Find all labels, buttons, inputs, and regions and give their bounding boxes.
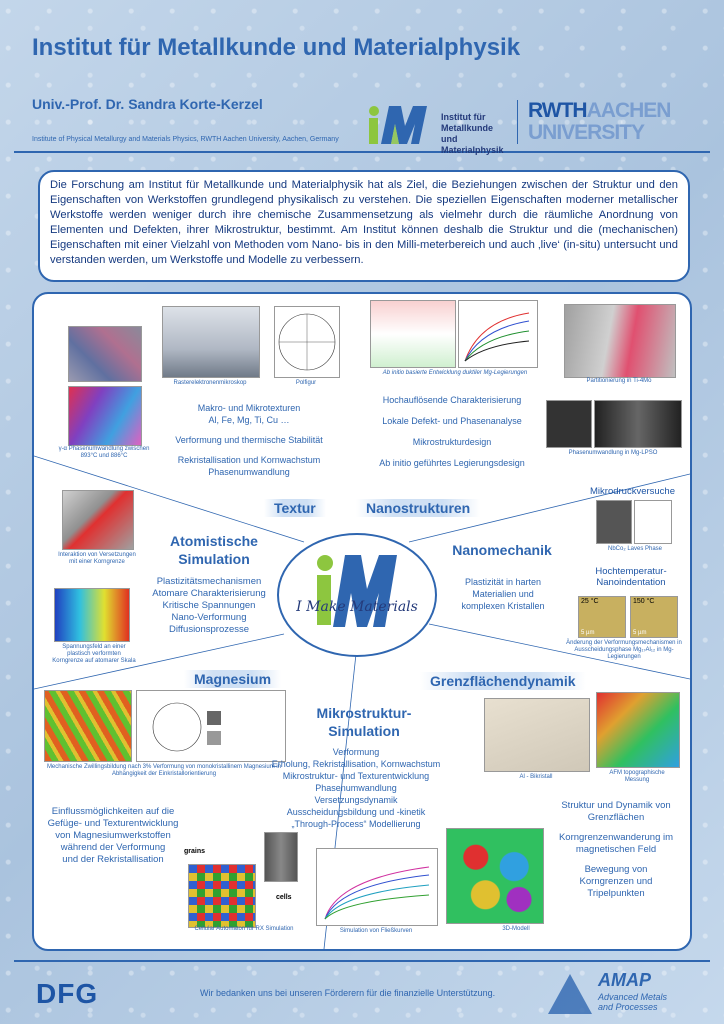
lpso-image-2 [594,400,682,448]
section-nanomechanik: Nanomechanik [452,542,552,558]
atom-text: Plastizitätsmechanismen Atomare Charakterisierung Kritische Spannungen Nano-Verformung Diffusionsprozesse [152,576,266,635]
section-magnesium: Magnesium [184,670,281,688]
dislocation-image [62,490,134,550]
nanomech-text: Plastizität in harten Materialien und komplexen Kristallen [461,577,545,611]
stress-field-image [54,588,130,642]
dislocation-caption: Interaktion von Versetzungen mit einer Korngrenze [58,552,136,565]
cellular-automaton-image [188,864,256,928]
afm-caption: AFM topographische Messung [609,770,665,783]
mg-text: Einflussmöglichkeiten auf die Gefüge- und Texturentwicklung von Magnesiumwerkstoffen während der Verformung und der Rekristallisation [47,806,179,865]
phase-transition-caption: γ-α Phasenumwandlung zwischen 893°C und 886°C [58,446,150,459]
flow-curve-caption: Simulation von Fließkurven [339,928,413,934]
bicrystal-caption: Al - Bikristall [519,774,553,780]
indent-150-image: 150 °C 5 µm [630,596,678,638]
flow-curve-chart [316,848,438,926]
grenz-text: Struktur und Dynamik von Grenzflächen Korngrenzenwanderung im magnetischen Feld Bewegung von Korngrenzen und Tripelpunkten [558,800,674,899]
twinning-image [44,690,132,762]
section-nanostrukturen: Nanostrukturen [356,499,480,517]
cells-label: cells [276,894,292,901]
section-atomistische-simulation: Atomistische Simulation [170,533,258,567]
pillar-image [596,500,632,544]
center-motto: I Make Materials [296,599,418,615]
section-grenzflaechendynamik: Grenzflächendynamik [420,672,586,690]
intro-text: Die Forschung am Institut für Metallkunde und Materialphysik hat als Ziel, die Beziehungen zwischen der Struktur und den Eigenschaften von Werkstoffen grundlegend physikalisch zu verstehen. Die speziellen Eigenschaften moderner metallischer Werkstoffe werden weniger durch ihre chemische Zusammensetzung als vielmehr durch die räumliche Anordnung von Elementen und Defekten, ihrer Mikrostruktur, bestimmt. Am Institut können deshalb die Struktur und die (mechanischen) Eigenschaften mit einer Vielzahl von Methoden vom Nano- bis in den Milli-meterbereich und auch ‚live‘ (in-situ) untersucht und verstanden werden, um Werkstoffe und Modelle zu verbessern. [38,170,690,282]
textur-text: Makro- und Mikrotexturen Al, Fe, Mg, Ti, Cu … Verformung und thermische Stabilität Rekristallisation und Kornwachstum Phasenumwandlung [175,403,323,477]
automaton-caption: Cellular Automaton für RX Simulation [194,926,294,932]
sem-caption: Rasterelektronenmikroskop [173,380,247,386]
cells-image [264,832,298,882]
center-logo [277,533,437,657]
nano-text: Hochauflösende Charakterisierung Lokale Defekt- und Phasenanalyse Mikrostrukturdesign Ab initio geführtes Legierungsdesign [379,395,525,468]
3d-model-image [446,828,544,924]
imm-logo [367,104,435,146]
institute-english: Institute of Physical Metallurgy and Materials Physics, RWTH Aachen University, Aachen, Germany [32,136,339,143]
bicrystal-image [484,698,590,772]
ebsd-map-image [68,386,142,446]
hochtemp-title: Hochtemperatur- Nanoindentation [595,566,667,588]
abinitio-chart-1 [370,300,456,368]
mikrodruck-title: Mikrodruckversuche [590,486,675,497]
mikro-text: Verformung Erholung, Rekristallisation, Kornwachstum Mikrostruktur- und Texturentwicklung Phasenumwandlung Versetzungsdynamik Ausscheidungsbildung und -kinetik „Through-Process“ Modellierung [271,747,441,829]
grains-label: grains [184,848,206,855]
indent-25-image: 25 °C 5 µm [578,596,626,638]
partition-image [564,304,676,378]
abinitio-caption: Ab initio basierte Entwicklung duktiler Mg-Legierungen [382,370,528,376]
twinning-caption: Mechanische Zwillingsbildung nach 3% Verformung von monokristallinem Magnesium in Abhängigkeit der Einkristallorientierung [46,764,282,777]
lpso-caption: Phasenumwandlung in Mg-LPSO [568,450,658,456]
rwth-logo: RWTHAACHEN UNIVERSITY [528,99,671,144]
lpso-image-1 [546,400,592,448]
abinitio-chart-2 [458,300,538,368]
nbco-caption: NbCo₂ Laves Phase [607,546,663,552]
poster-title: Institut für Metallkunde und Materialphysik [32,34,521,61]
thanks-text: Wir bedanken uns bei unseren Förderern für die finanzielle Unterstützung. [200,988,496,998]
micrograph-image [68,326,142,382]
afm-image [596,692,680,768]
footer-divider [14,960,710,962]
partition-caption: Partitionierung in Ti-4Mo [586,378,652,384]
professor-name: Univ.-Prof. Dr. Sandra Korte-Kerzel [32,96,263,112]
3d-model-caption: 3D-Modell [502,926,530,932]
pole-figure-image [274,306,340,378]
pole-figure-caption: Polfigur [295,380,317,386]
stress-field-caption: Spannungsfeld an einer plastisch verformten Korngrenze auf atomarer Skala [52,644,136,664]
amap-logo: AMAP Advanced Metals and Processes [548,970,688,1014]
research-panel [32,292,692,951]
crystal-structure-image [634,500,672,544]
imm-logo-text: Institut für Metallkunde und Materialphysik [441,112,504,155]
deformation-change-caption: Änderung der Verformungsmechanismen in Ausscheidungsphase Mg₁₇Al₁₂ in Mg-Legierungen [566,640,682,660]
sem-photo [162,306,260,378]
header-divider [14,151,710,153]
section-mikrostruktur-simulation: Mikrostruktur- Simulation [316,705,412,739]
section-textur: Textur [264,499,326,517]
dfg-logo: DFG [36,978,99,1009]
logo-separator [517,100,518,144]
